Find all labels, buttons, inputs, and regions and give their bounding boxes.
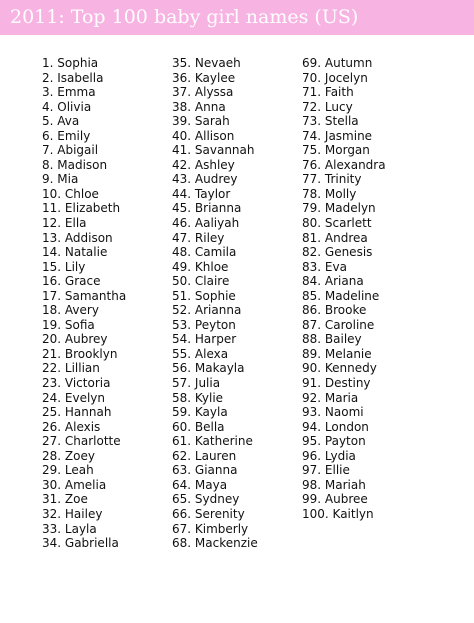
name-list-item: 55. Alexa — [172, 346, 229, 361]
name-list-item: 35. Nevaeh — [172, 56, 241, 70]
name-list-item: 87. Caroline — [302, 317, 375, 332]
name-list-item: 41. Savannah — [172, 143, 255, 158]
name-list-item: 28. Zoey — [42, 448, 95, 463]
name-list-item: 82. Genesis — [302, 245, 373, 260]
name-list-item: 51. Sophie — [172, 288, 236, 303]
name-list-item: 54. Harper — [172, 332, 237, 347]
name-list-item: 1. Sophia — [42, 56, 99, 70]
name-list-item: 91. Destiny — [302, 376, 371, 391]
name-list-item: 26. Alexis — [42, 419, 101, 434]
name-column-2 — [172, 56, 258, 551]
name-list-item: 32. Hailey — [42, 506, 103, 521]
page-title: 2011: Top 100 baby girl names (US) — [10, 6, 359, 28]
name-list-item: 96. Lydia — [302, 448, 356, 463]
name-list-item: 9. Mia — [42, 172, 79, 187]
name-list-item: 75. Morgan — [302, 143, 370, 158]
name-list-item: 80. Scarlett — [302, 216, 372, 231]
name-list-item: 45. Brianna — [172, 201, 242, 216]
name-list-item: 72. Lucy — [302, 99, 353, 114]
name-column-1 — [42, 56, 126, 551]
name-list-item: 34. Gabriella — [42, 536, 119, 551]
name-list-item: 8. Madison — [42, 157, 108, 172]
name-list-item: 90. Kennedy — [302, 361, 377, 376]
name-list-item: 81. Andrea — [302, 230, 368, 245]
name-list-item: 39. Sarah — [172, 114, 230, 129]
name-list-item: 27. Charlotte — [42, 434, 121, 449]
name-list-item: 10. Chloe — [42, 186, 99, 201]
name-list-item: 65. Sydney — [172, 492, 240, 507]
name-list-item: 99. Aubree — [302, 492, 368, 507]
name-list-item: 73. Stella — [302, 114, 359, 129]
name-list-item: 38. Anna — [172, 99, 226, 114]
name-list-item: 88. Bailey — [302, 332, 362, 347]
name-list-item: 24. Evelyn — [42, 390, 106, 405]
name-list-item: 7. Abigail — [42, 143, 99, 158]
name-list-item: 47. Riley — [172, 230, 225, 245]
name-list-item: 48. Camila — [172, 245, 237, 260]
name-list-item: 100. Kaitlyn — [302, 506, 374, 521]
name-list-item: 42. Ashley — [172, 157, 235, 172]
name-list-item: 43. Audrey — [172, 172, 238, 187]
name-list-item: 61. Katherine — [172, 434, 253, 449]
name-list-item: 69. Autumn — [302, 56, 373, 70]
name-list-item: 15. Lily — [42, 259, 86, 274]
name-list-item: 31. Zoe — [42, 492, 88, 507]
name-list-item: 33. Layla — [42, 521, 97, 536]
name-list-item: 52. Arianna — [172, 303, 242, 318]
name-list-item: 18. Avery — [42, 303, 99, 318]
name-list-item: 20. Aubrey — [42, 332, 108, 347]
name-list-item: 11. Elizabeth — [42, 201, 121, 216]
name-list-item: 3. Emma — [42, 85, 96, 100]
name-list-item: 59. Kayla — [172, 405, 228, 420]
name-list-item: 67. Kimberly — [172, 521, 249, 536]
name-list-item: 71. Faith — [302, 85, 354, 100]
name-list-item: 17. Samantha — [42, 288, 127, 303]
name-list-item: 93. Naomi — [302, 405, 364, 420]
name-list-item: 5. Ava — [42, 114, 80, 129]
name-list-item: 36. Kaylee — [172, 70, 236, 85]
name-list-item: 66. Serenity — [172, 506, 245, 521]
name-list-item: 85. Madeline — [302, 288, 380, 303]
name-list-item: 4. Olivia — [42, 99, 92, 114]
name-list-item: 83. Eva — [302, 259, 347, 274]
name-list-item: 62. Lauren — [172, 448, 237, 463]
name-list-item: 58. Kylie — [172, 390, 224, 405]
title-bar — [0, 0, 474, 35]
name-list-item: 68. Mackenzie — [172, 536, 258, 551]
name-list-item: 16. Grace — [42, 274, 101, 289]
name-list-item: 12. Ella — [42, 216, 87, 231]
name-list-item: 49. Khloe — [172, 259, 229, 274]
name-column-3 — [302, 56, 386, 522]
name-list-item: 22. Lillian — [42, 361, 100, 376]
name-list-item: 13. Addison — [42, 230, 113, 245]
name-list-item: 44. Taylor — [172, 186, 231, 201]
name-list-item: 23. Victoria — [42, 376, 111, 391]
name-list-item: 64. Maya — [172, 477, 228, 492]
name-list-item: 76. Alexandra — [302, 157, 386, 172]
name-list-item: 79. Madelyn — [302, 201, 376, 216]
name-list-item: 74. Jasmine — [302, 128, 373, 143]
name-list-item: 86. Brooke — [302, 303, 367, 318]
name-list-item: 63. Gianna — [172, 463, 238, 478]
name-list-item: 21. Brooklyn — [42, 346, 118, 361]
name-list-item: 2. Isabella — [42, 70, 104, 85]
name-list-item: 40. Allison — [172, 128, 235, 143]
name-list-item: 29. Leah — [42, 463, 94, 478]
name-list-item: 37. Alyssa — [172, 85, 234, 100]
name-list-item: 53. Peyton — [172, 317, 236, 332]
name-list-item: 77. Trinity — [302, 172, 362, 187]
name-list-item: 56. Makayla — [172, 361, 245, 376]
name-list-item: 46. Aaliyah — [172, 216, 240, 231]
name-list-item: 70. Jocelyn — [302, 70, 368, 85]
name-list-item: 50. Claire — [172, 274, 230, 289]
name-list-item: 57. Julia — [172, 376, 221, 391]
name-list-item: 98. Mariah — [302, 477, 366, 492]
name-list-item: 89. Melanie — [302, 346, 372, 361]
name-list-item: 30. Amelia — [42, 477, 107, 492]
name-list-item: 14. Natalie — [42, 245, 108, 260]
name-list-item: 84. Ariana — [302, 274, 364, 289]
name-list-item: 60. Bella — [172, 419, 225, 434]
name-list-item: 19. Sofia — [42, 317, 95, 332]
name-list-item: 94. London — [302, 419, 369, 434]
name-list-item: 95. Payton — [302, 434, 366, 449]
name-list-item: 78. Molly — [302, 186, 357, 201]
name-list-item: 92. Maria — [302, 390, 359, 405]
name-list-item: 6. Emily — [42, 128, 91, 143]
name-list-item: 25. Hannah — [42, 405, 112, 420]
name-list-item: 97. Ellie — [302, 463, 350, 478]
